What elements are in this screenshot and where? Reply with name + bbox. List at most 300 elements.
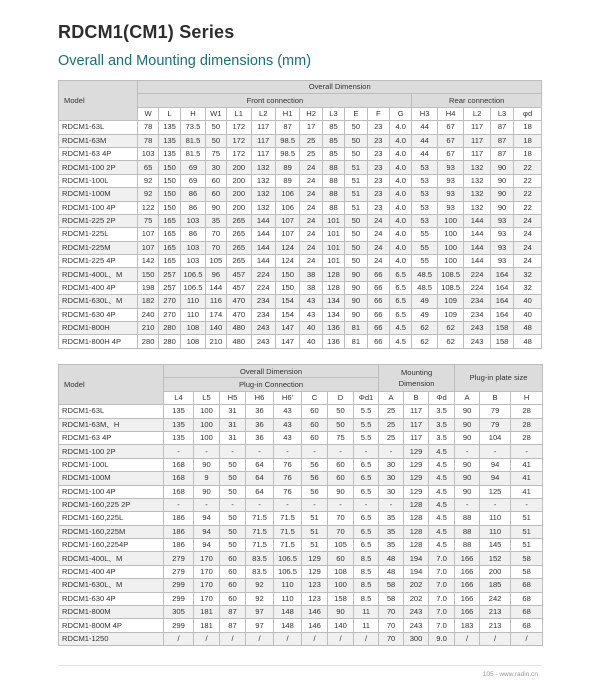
column-header: H6' (274, 391, 302, 404)
value-cell: 150 (275, 281, 299, 294)
model-cell: RDCM1-800H 4P (59, 335, 138, 348)
value-cell: 194 (404, 565, 429, 578)
value-cell: 142 (138, 255, 158, 268)
value-cell: 108.5 (437, 268, 463, 281)
value-cell: 4.5 (390, 322, 412, 335)
value-cell: 4.0 (390, 147, 412, 160)
value-cell: / (246, 632, 274, 645)
model-cell: RDCM1-225 4P (59, 255, 138, 268)
value-cell: 105 (205, 255, 226, 268)
value-cell: 24 (300, 228, 322, 241)
value-cell: 457 (227, 268, 251, 281)
value-cell: 117 (404, 418, 429, 431)
value-cell: - (164, 498, 194, 511)
value-cell: 224 (251, 281, 275, 294)
value-cell: 60 (328, 552, 354, 565)
column-header: B (480, 391, 511, 404)
value-cell: 90 (345, 308, 367, 321)
value-cell: 124 (275, 255, 299, 268)
value-cell: 168 (164, 472, 194, 485)
value-cell: 116 (205, 295, 226, 308)
value-cell: 64 (246, 458, 274, 471)
footer-rule (58, 665, 542, 666)
value-cell: 18 (514, 134, 542, 147)
value-cell: 51 (345, 201, 367, 214)
model-cell: RDCM1-160,225M (59, 525, 164, 538)
value-cell: 66 (367, 308, 389, 321)
value-cell: 100 (194, 405, 220, 418)
model-cell: RDCM1-160,2254P (59, 539, 164, 552)
value-cell: 234 (464, 308, 490, 321)
rear-connection-header: Rear connection (412, 94, 542, 107)
column-header: L4 (164, 391, 194, 404)
value-cell: 106.5 (181, 281, 205, 294)
value-cell: 43 (274, 405, 302, 418)
value-cell: 28 (511, 418, 543, 431)
value-cell: / (164, 632, 194, 645)
column-header: L5 (194, 391, 220, 404)
value-cell: 4.0 (390, 228, 412, 241)
value-cell: 243 (404, 606, 429, 619)
value-cell: 186 (164, 525, 194, 538)
value-cell: - (274, 445, 302, 458)
value-cell: - (194, 445, 220, 458)
value-cell: 69 (181, 174, 205, 187)
value-cell: 56 (302, 458, 328, 471)
value-cell: - (220, 498, 246, 511)
value-cell: 18 (514, 147, 542, 160)
model-cell: RDCM1-63 4P (59, 431, 164, 444)
value-cell: 8.5 (354, 552, 379, 565)
value-cell: 48 (514, 335, 542, 348)
value-cell: 3.5 (429, 431, 455, 444)
value-cell: 224 (464, 281, 490, 294)
value-cell: 32 (514, 268, 542, 281)
value-cell: 90 (345, 268, 367, 281)
value-cell: 36 (246, 431, 274, 444)
value-cell: 150 (275, 268, 299, 281)
table-row (59, 228, 542, 241)
model-cell: RDCM1-100L (59, 174, 138, 187)
value-cell: 86 (181, 201, 205, 214)
value-cell: 4.0 (390, 134, 412, 147)
value-cell: 100 (328, 579, 354, 592)
value-cell: 123 (302, 592, 328, 605)
table-row (59, 418, 543, 431)
value-cell: 64 (246, 472, 274, 485)
table-row (59, 201, 542, 214)
value-cell: / (302, 632, 328, 645)
value-cell: 86 (181, 228, 205, 241)
value-cell: 36 (246, 418, 274, 431)
column-header: H5 (220, 391, 246, 404)
value-cell: 31 (220, 431, 246, 444)
value-cell: 129 (404, 445, 429, 458)
value-cell: - (379, 498, 404, 511)
value-cell: 9 (194, 472, 220, 485)
value-cell: 108 (181, 322, 205, 335)
value-cell: 66 (367, 281, 389, 294)
model-cell: RDCM1-400L、M (59, 268, 138, 281)
value-cell: 23 (367, 134, 389, 147)
value-cell: 88 (455, 525, 480, 538)
value-cell: 35 (379, 539, 404, 552)
value-cell: 78 (138, 134, 158, 147)
value-cell: 147 (275, 322, 299, 335)
value-cell: 25 (379, 418, 404, 431)
column-header: H6 (246, 391, 274, 404)
value-cell: 94 (194, 525, 220, 538)
value-cell: 24 (300, 201, 322, 214)
value-cell: - (220, 445, 246, 458)
value-cell: 93 (437, 161, 463, 174)
value-cell: 90 (194, 458, 220, 471)
value-cell: 4.0 (390, 188, 412, 201)
value-cell: 128 (322, 281, 344, 294)
value-cell: 100 (437, 228, 463, 241)
value-cell: 145 (480, 539, 511, 552)
mounting-label: Mounting (400, 367, 433, 377)
value-cell: 7.0 (429, 606, 455, 619)
value-cell: 25 (379, 405, 404, 418)
value-cell: 117 (251, 134, 275, 147)
value-cell: 154 (275, 308, 299, 321)
value-cell: 164 (490, 281, 513, 294)
value-cell: 8.5 (354, 565, 379, 578)
value-cell: 174 (205, 308, 226, 321)
value-cell: 123 (302, 579, 328, 592)
value-cell: - (354, 498, 379, 511)
model-cell: RDCM1-800H (59, 322, 138, 335)
value-cell: / (220, 632, 246, 645)
value-cell: 132 (251, 188, 275, 201)
value-cell: 60 (302, 418, 328, 431)
table-row (59, 322, 542, 335)
value-cell: 93 (490, 228, 513, 241)
table-row (59, 281, 542, 294)
value-cell: 41 (511, 485, 543, 498)
model-cell: RDCM1-160,225L (59, 512, 164, 525)
model-cell: RDCM1-400L、M (59, 552, 164, 565)
value-cell: 88 (322, 161, 344, 174)
table-row (59, 632, 543, 645)
value-cell: 90 (455, 458, 480, 471)
value-cell: 110 (181, 308, 205, 321)
column-header: H (181, 107, 205, 120)
value-cell: 243 (464, 322, 490, 335)
value-cell: 164 (490, 295, 513, 308)
value-cell: 110 (181, 295, 205, 308)
value-cell: - (164, 445, 194, 458)
value-cell: 150 (158, 201, 180, 214)
plugin-connection-header: Plug-in Connection (164, 378, 379, 391)
value-cell: 140 (205, 322, 226, 335)
value-cell: 87 (220, 606, 246, 619)
value-cell: 85 (322, 134, 344, 147)
value-cell: 147 (275, 335, 299, 348)
value-cell: 181 (194, 606, 220, 619)
value-cell: 48 (379, 552, 404, 565)
column-header: H2 (300, 107, 322, 120)
value-cell: 25 (300, 147, 322, 160)
value-cell: 90 (328, 485, 354, 498)
value-cell: 90 (194, 485, 220, 498)
value-cell: 53 (412, 161, 437, 174)
value-cell: 25 (300, 134, 322, 147)
value-cell: 144 (251, 214, 275, 227)
value-cell: 60 (205, 188, 226, 201)
value-cell: 64 (246, 485, 274, 498)
value-cell: 170 (194, 552, 220, 565)
column-header: A (455, 391, 480, 404)
value-cell: 168 (164, 458, 194, 471)
value-cell: 88 (322, 201, 344, 214)
value-cell: 109 (437, 295, 463, 308)
value-cell: 81 (345, 335, 367, 348)
value-cell: 66 (367, 295, 389, 308)
value-cell: 55 (412, 228, 437, 241)
value-cell: 265 (227, 241, 251, 254)
value-cell: 76 (274, 472, 302, 485)
value-cell: 186 (164, 539, 194, 552)
model-cell: RDCM1-630 4P (59, 308, 138, 321)
table-row (59, 579, 543, 592)
value-cell: 35 (205, 214, 226, 227)
value-cell: 470 (227, 308, 251, 321)
value-cell: 110 (480, 512, 511, 525)
value-cell: 30 (205, 161, 226, 174)
value-cell: 24 (300, 161, 322, 174)
value-cell: 165 (158, 228, 180, 241)
value-cell: 6.5 (390, 308, 412, 321)
value-cell: 94 (194, 539, 220, 552)
value-cell: 90 (345, 281, 367, 294)
value-cell: 70 (379, 632, 404, 645)
model-cell: RDCM1-630L、M (59, 579, 164, 592)
value-cell: 76 (274, 485, 302, 498)
value-cell: 4.5 (429, 485, 455, 498)
section-subtitle: Overall and Mounting dimensions (mm) (58, 53, 312, 69)
value-cell: 92 (246, 592, 274, 605)
value-cell: 66 (367, 322, 389, 335)
value-cell: 108 (181, 335, 205, 348)
value-cell: 88 (455, 539, 480, 552)
model-cell: RDCM1-100 4P (59, 201, 138, 214)
value-cell: 210 (205, 335, 226, 348)
value-cell: 51 (302, 512, 328, 525)
overall-dimension-header-2: Overall Dimension (164, 365, 379, 378)
value-cell: 125 (480, 485, 511, 498)
table-row (59, 335, 542, 348)
value-cell: 60 (205, 174, 226, 187)
value-cell: 22 (514, 188, 542, 201)
column-header: B (404, 391, 429, 404)
value-cell: 75 (138, 214, 158, 227)
model-cell: RDCM1-160,225 2P (59, 498, 164, 511)
value-cell: 70 (205, 241, 226, 254)
value-cell: - (480, 445, 511, 458)
value-cell: 68 (511, 579, 543, 592)
value-cell: 243 (464, 335, 490, 348)
value-cell: 213 (480, 619, 511, 632)
value-cell: 55 (412, 241, 437, 254)
table-row (59, 174, 542, 187)
model-cell: RDCM1-400 4P (59, 565, 164, 578)
value-cell: 4.5 (429, 512, 455, 525)
column-header: D (328, 391, 354, 404)
value-cell: 53 (412, 188, 437, 201)
value-cell: 144 (251, 241, 275, 254)
value-cell: 106.5 (274, 552, 302, 565)
value-cell: 58 (379, 592, 404, 605)
value-cell: 22 (514, 174, 542, 187)
value-cell: 28 (511, 431, 543, 444)
value-cell: 132 (251, 161, 275, 174)
value-cell: 65 (138, 161, 158, 174)
value-cell: 90 (455, 485, 480, 498)
value-cell: 128 (404, 525, 429, 538)
value-cell: 50 (220, 512, 246, 525)
model-cell: RDCM1-63M、H (59, 418, 164, 431)
table-row (59, 525, 543, 538)
value-cell: 50 (205, 134, 226, 147)
value-cell: 128 (404, 539, 429, 552)
value-cell: 100 (437, 214, 463, 227)
value-cell: 6.5 (354, 472, 379, 485)
value-cell: 243 (404, 619, 429, 632)
value-cell: 106.5 (274, 565, 302, 578)
value-cell: 129 (302, 565, 328, 578)
value-cell: 50 (220, 472, 246, 485)
value-cell: 132 (464, 188, 490, 201)
value-cell: 62 (437, 335, 463, 348)
value-cell: 117 (464, 147, 490, 160)
column-header: W (138, 107, 158, 120)
page-footer: 105 - www.radin.cn (482, 671, 538, 678)
value-cell: 270 (158, 295, 180, 308)
value-cell: 165 (158, 255, 180, 268)
value-cell: 48.5 (412, 281, 437, 294)
value-cell: 146 (302, 619, 328, 632)
value-cell: 240 (138, 308, 158, 321)
value-cell: 100 (194, 431, 220, 444)
value-cell: 136 (322, 322, 344, 335)
column-header: C (302, 391, 328, 404)
value-cell: 457 (227, 281, 251, 294)
value-cell: 87 (490, 121, 513, 134)
value-cell: 194 (404, 552, 429, 565)
model-cell: RDCM1-100 2P (59, 445, 164, 458)
value-cell: 4.0 (390, 121, 412, 134)
value-cell: 97 (246, 606, 274, 619)
table-row (59, 472, 543, 485)
value-cell: 86 (181, 188, 205, 201)
value-cell: 299 (164, 619, 194, 632)
column-header: A (379, 391, 404, 404)
value-cell: 4.5 (429, 525, 455, 538)
value-cell: 85 (322, 121, 344, 134)
value-cell: 128 (322, 268, 344, 281)
value-cell: 110 (274, 579, 302, 592)
value-cell: 129 (404, 485, 429, 498)
value-cell: 58 (379, 579, 404, 592)
value-cell: 68 (511, 606, 543, 619)
model-cell: RDCM1-100 4P (59, 485, 164, 498)
value-cell: 146 (302, 606, 328, 619)
value-cell: 93 (490, 241, 513, 254)
value-cell: 83.5 (246, 565, 274, 578)
value-cell: 158 (490, 322, 513, 335)
value-cell: 28 (511, 405, 543, 418)
value-cell: 93 (437, 201, 463, 214)
value-cell: 122 (138, 201, 158, 214)
table-row (59, 161, 542, 174)
table-row (59, 255, 542, 268)
value-cell: 90 (328, 606, 354, 619)
value-cell: 165 (158, 214, 180, 227)
value-cell: 90 (455, 431, 480, 444)
value-cell: 117 (464, 134, 490, 147)
value-cell: 150 (158, 161, 180, 174)
value-cell: 90 (455, 472, 480, 485)
value-cell: 50 (345, 121, 367, 134)
table-row (59, 552, 543, 565)
value-cell: 128 (404, 498, 429, 511)
value-cell: 67 (437, 134, 463, 147)
value-cell: 6.5 (390, 281, 412, 294)
value-cell: 132 (464, 161, 490, 174)
value-cell: 299 (164, 592, 194, 605)
model-cell: RDCM1-225M (59, 241, 138, 254)
column-header: H4 (437, 107, 463, 120)
value-cell: 181 (194, 619, 220, 632)
value-cell: 97 (246, 619, 274, 632)
value-cell: 166 (455, 565, 480, 578)
value-cell: 81.5 (181, 134, 205, 147)
value-cell: 166 (455, 592, 480, 605)
value-cell: 70 (328, 525, 354, 538)
value-cell: 186 (164, 512, 194, 525)
dimension-label: Dimension (398, 378, 435, 388)
table-row (59, 498, 543, 511)
value-cell: 148 (274, 619, 302, 632)
value-cell: 117 (251, 147, 275, 160)
value-cell: 71.5 (274, 539, 302, 552)
value-cell: 71.5 (246, 525, 274, 538)
value-cell: 60 (220, 565, 246, 578)
value-cell: 60 (328, 472, 354, 485)
value-cell: 140 (328, 619, 354, 632)
value-cell: 135 (158, 147, 180, 160)
value-cell: 67 (437, 121, 463, 134)
value-cell: 50 (328, 418, 354, 431)
value-cell: 172 (227, 147, 251, 160)
value-cell: - (455, 498, 480, 511)
value-cell: 202 (404, 592, 429, 605)
value-cell: 50 (345, 228, 367, 241)
value-cell: 23 (367, 201, 389, 214)
value-cell: 164 (490, 308, 513, 321)
value-cell: 108.5 (437, 281, 463, 294)
value-cell: 96 (205, 268, 226, 281)
value-cell: 17 (300, 121, 322, 134)
value-cell: 41 (511, 472, 543, 485)
value-cell: 68 (511, 619, 543, 632)
page-title: RDCM1(CM1) Series (58, 22, 235, 42)
value-cell: 50 (220, 485, 246, 498)
table-row (59, 405, 543, 418)
value-cell: 66 (367, 335, 389, 348)
